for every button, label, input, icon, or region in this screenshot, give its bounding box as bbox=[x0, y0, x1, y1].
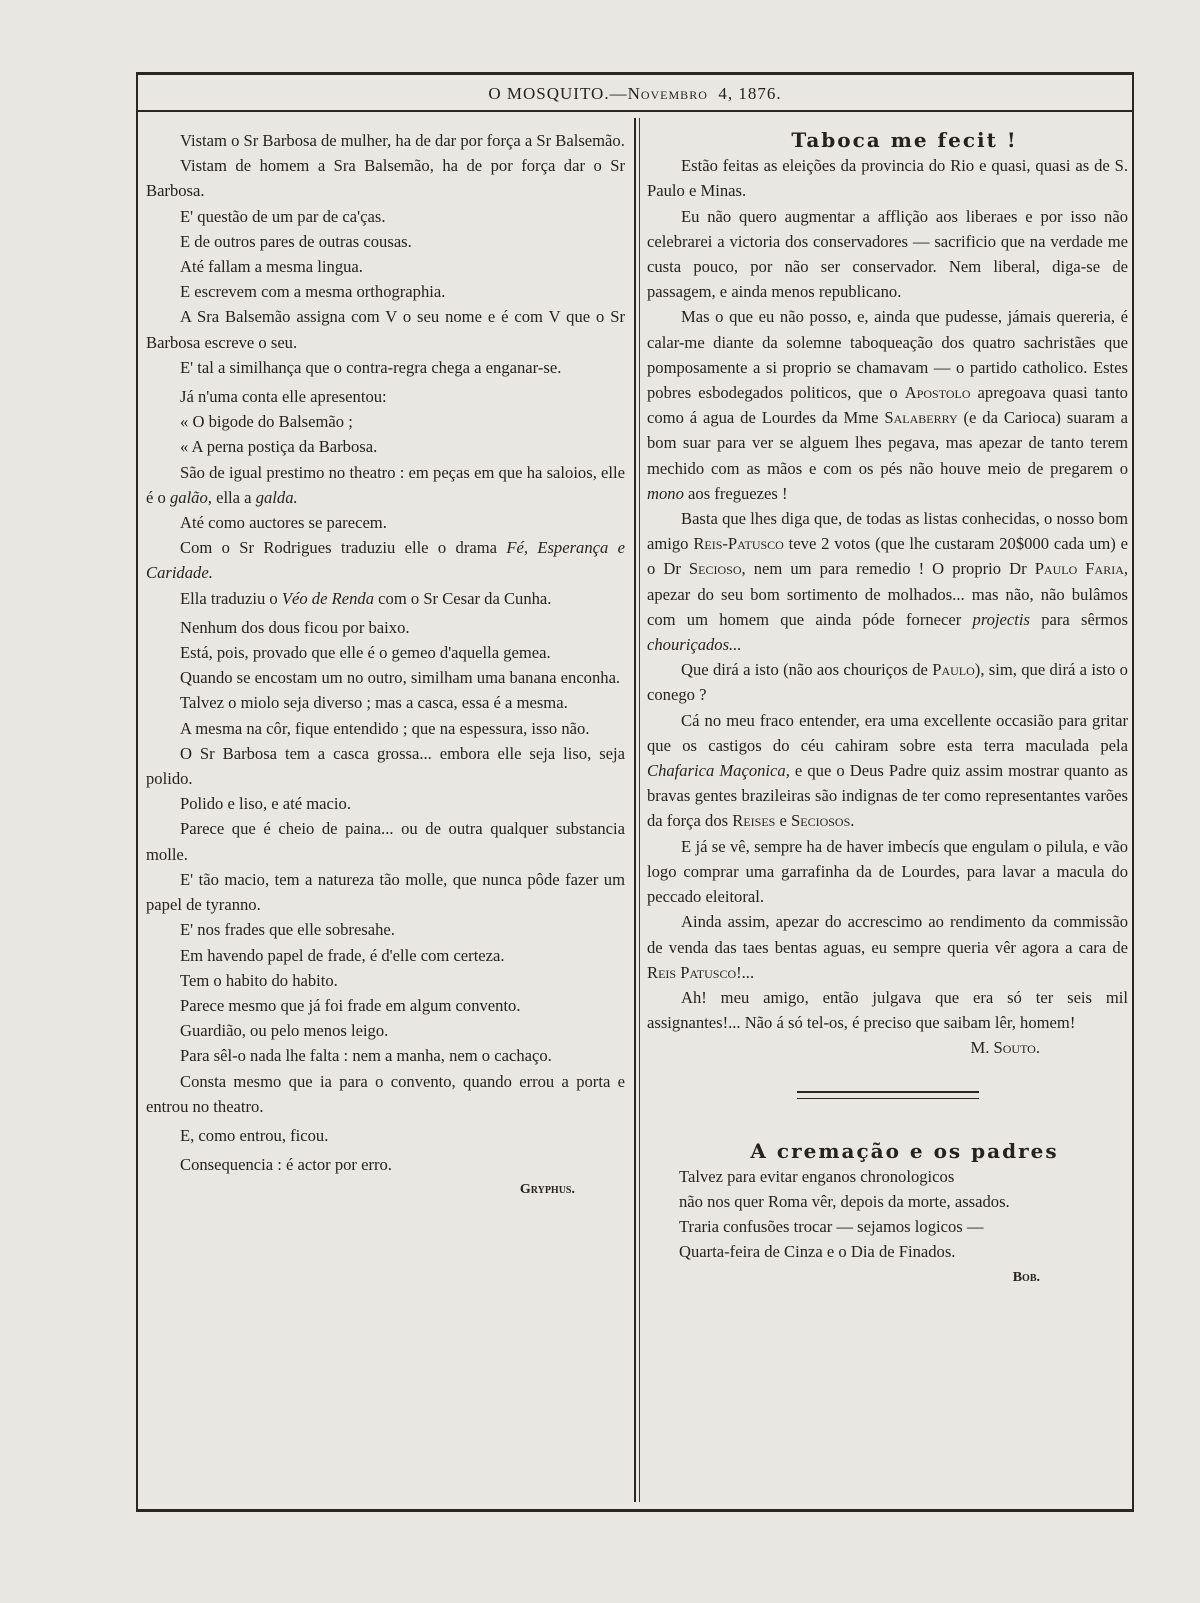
article-title: Taboca me fecit ! bbox=[791, 128, 1018, 152]
poem-line: não nos quer Roma vêr, depois da morte, assados. bbox=[679, 1191, 1010, 1211]
poem-line: Quarta-feira de Cinza e o Dia de Finados. bbox=[679, 1242, 956, 1262]
paragraph: Ainda assim, apezar do accrescimo ao rendimento da commissão de venda das taes bentas aguas, eu sempre queria vêr agora a cara de Reis Patusco!... bbox=[647, 912, 1128, 982]
paragraph: Está, pois, provado que elle é o gemeo d'aquella gemea. bbox=[180, 643, 551, 663]
paragraph: Mas o que eu não posso, e, ainda que pudesse, jámais quereria, é calar-me diante da solemne taboqueação dos quatro sachristães que pomposamente a si proprio se chamavam — o partido catholico. Estes pobres esbodegados politicos, que o Apostolo apregoava quasi tanto como á agua de Lourdes da Mme Salaberry (e da Carioca) suaram a bom suar para ver se alguem lhes pegava, mas apezar de tanto terem mechido com as mãos e com os pés não houve meio de pregarem o mono aos freguezes ! bbox=[647, 307, 1128, 503]
paragraph: E, como entrou, ficou. bbox=[180, 1125, 329, 1145]
paragraph: Parece mesmo que já foi frade em algum convento. bbox=[180, 995, 521, 1015]
paragraph: E' nos frades que elle sobresahe. bbox=[180, 920, 395, 940]
paragraph: E' tão macio, tem a natureza tão molle, que nunca pôde fazer um papel de tyranno. bbox=[146, 869, 625, 915]
paragraph: Que dirá a isto (não aos chouriços de Paulo), sim, que dirá a isto o conego ? bbox=[647, 660, 1128, 705]
paragraph: « O bigode do Balsemão ; bbox=[180, 412, 353, 432]
paragraph: Até fallam a mesma lingua. bbox=[180, 257, 363, 277]
paragraph: Ella traduziu o Véo de Renda com o Sr Cesar da Cunha. bbox=[180, 588, 552, 608]
paragraph: Vistam o Sr Barbosa de mulher, ha de dar por força a Sr Balsemão. bbox=[180, 131, 625, 150]
paragraph: Vistam de homem a Sra Balsemão, ha de por força dar o Sr Barbosa. bbox=[146, 156, 625, 201]
paragraph: E' questão de um par de ca'ças. bbox=[180, 206, 386, 226]
issue-date: 4, 1876. bbox=[718, 84, 782, 103]
paragraph: E já se vê, sempre ha de haver imbecís que engulam o pilula, e vão logo comprar uma garrafinha da de Lourdes, para lavar a macula do peccado eleitoral. bbox=[647, 836, 1128, 907]
paragraph: Para sêl-o nada lhe falta : nem a manha, nem o cachaço. bbox=[180, 1046, 552, 1066]
poem-line: Traria confusões trocar — sejamos logicos — bbox=[679, 1217, 984, 1237]
paragraph: A Sra Balsemão assigna com V o seu nome e é com V que o Sr Barbosa escreve o seu. bbox=[146, 307, 625, 352]
poem-line: Talvez para evitar enganos chronologicos bbox=[679, 1166, 955, 1186]
paper-name: O MOSQUITO. bbox=[488, 84, 610, 103]
paragraph: Tem o habito do habito. bbox=[180, 970, 338, 990]
article-title-cremacao: A cremação e os padres bbox=[750, 1138, 1059, 1163]
paragraph: Até como auctores se parecem. bbox=[180, 513, 387, 533]
paragraph: « A perna postiça da Barbosa. bbox=[180, 437, 378, 457]
paragraph: Eu não quero augmentar a afflição aos liberaes e por isso não celebrarei a victoria dos conservadores — sacrificio que na verdade me custa pouco, por não ser conservador. Nem liberal, diga-se de passagem, e ainda menos republicano. bbox=[647, 206, 1128, 302]
month: Novembro bbox=[627, 84, 708, 103]
paragraph: E' tal a similhança que o contra-regra chega a enganar-se. bbox=[180, 357, 562, 377]
paragraph: Quando se encostam um no outro, similham uma banana enconha. bbox=[180, 668, 621, 688]
paragraph: Já n'uma conta elle apresentou: bbox=[180, 387, 387, 407]
paragraph: A mesma na côr, fique entendido ; que na espessura, isso não. bbox=[180, 718, 590, 738]
poem bbox=[647, 1164, 1128, 1265]
signature-gryphus: Gryphus. bbox=[519, 1182, 575, 1198]
paragraph: Consequencia : é actor por erro. bbox=[180, 1155, 392, 1175]
column-divider bbox=[634, 118, 636, 1502]
paragraph: Com o Sr Rodrigues traduziu elle o drama Fé, Esperança e Caridade. bbox=[146, 538, 626, 583]
paragraph: Guardião, ou pelo menos leigo. bbox=[180, 1021, 389, 1041]
signature-souto: M. Souto. bbox=[970, 1038, 1040, 1058]
paragraph: E de outros pares de outras cousas. bbox=[180, 231, 412, 251]
paragraph: E escrevem com a mesma orthographia. bbox=[180, 282, 446, 302]
paragraph: São de igual prestimo no theatro : em peças em que ha saloios, elle é o galão, ella a galda. bbox=[146, 462, 625, 507]
paragraph: Nenhum dos dous ficou por baixo. bbox=[180, 617, 410, 637]
paragraph: Estão feitas as eleições da provincia do Rio e quasi, quasi as de S. Paulo e Minas. bbox=[647, 156, 1128, 201]
paragraph: Ah! meu amigo, então julgava que era só ter seis mil assignantes!... Não á só tel-os, é preciso que saibam lêr, homem! bbox=[647, 987, 1128, 1033]
paragraph: Em havendo papel de frade, é d'elle com certeza. bbox=[180, 945, 505, 965]
paragraph: Talvez o miolo seja diverso ; mas a casca, essa é a mesma. bbox=[180, 693, 568, 713]
paragraph: Consta mesmo que ia para o convento, quando errou a porta e entrou no theatro. bbox=[146, 1071, 625, 1116]
paragraph: O Sr Barbosa tem a casca grossa... embora elle seja liso, seja polido. bbox=[146, 743, 625, 789]
paragraph: Cá no meu fraco entender, era uma excellente occasião para gritar que os castigos do céu cahiram sobre esta terra maculada pela Chafarica Maçonica, e que o Deus Padre quiz assim mostrar quanto as bravas gentes brazileiras são indignas de ter como representantes varões da força dos Reises e Seciosos. bbox=[647, 710, 1128, 831]
left-column bbox=[146, 128, 625, 1203]
paragraph: Basta que lhes diga que, de todas as listas conhecidas, o nosso bom amigo Reis-Patusco teve 2 votos (que lhe custaram 20$000 cada um) e o Dr Secioso, nem um para remedio ! O proprio Dr Paulo Faria, apezar do seu bom sortimento de molhados... mas não, não bulâmos com um homem que ainda póde fornecer projectis para sêrmos chouriçados... bbox=[647, 509, 1129, 655]
signature-bob: Bob. bbox=[1012, 1269, 1040, 1285]
paragraph: Parece que é cheio de paina... ou de outra qualquer substancia molle. bbox=[146, 819, 625, 864]
masthead: O MOSQUITO.—Novembro 4, 1876. bbox=[138, 78, 1132, 112]
section-rule bbox=[797, 1091, 979, 1099]
right-column bbox=[647, 128, 1128, 1290]
paragraph: Polido e liso, e até macio. bbox=[180, 794, 351, 814]
